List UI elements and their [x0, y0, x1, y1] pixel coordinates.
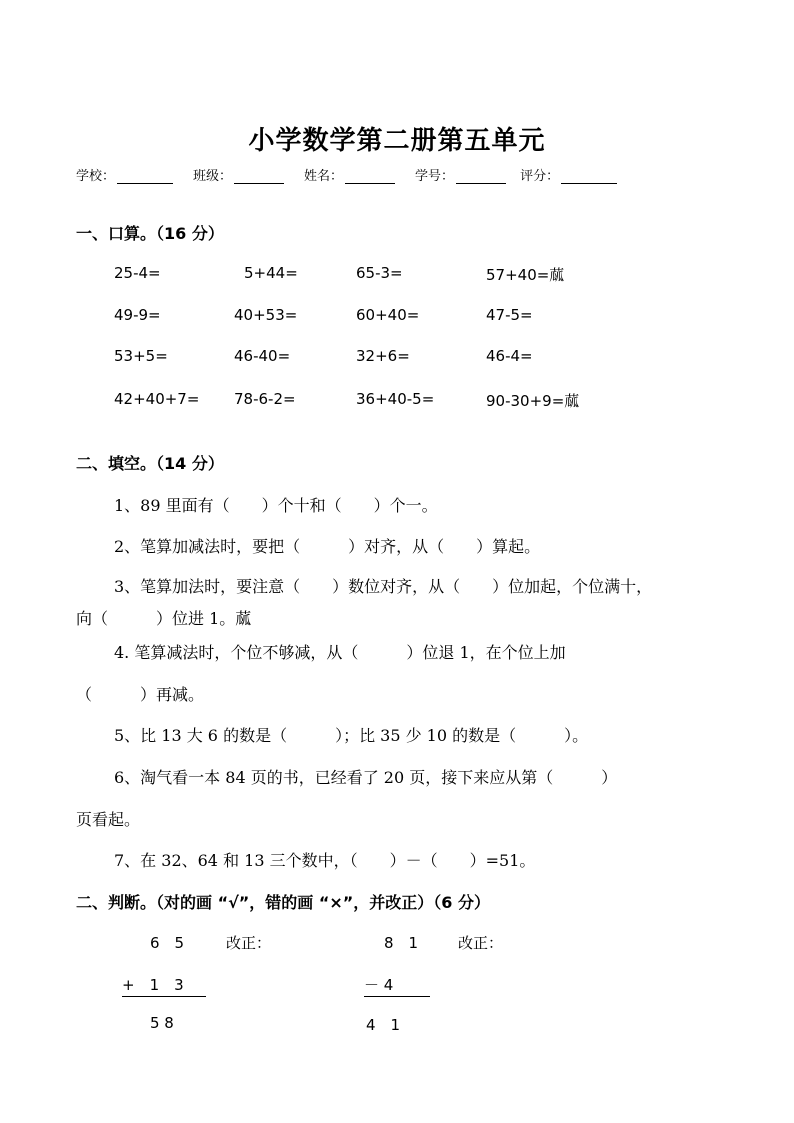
operand-underline: + 1 3	[122, 974, 206, 997]
vertical-calc-top: 6 5	[150, 934, 185, 952]
vertical-calc-top: 8 1	[384, 934, 419, 952]
info-label: 评分：	[520, 169, 560, 184]
calc-item: 65-3=	[356, 264, 403, 282]
vertical-calc-operand	[122, 974, 206, 997]
calc-item: 5+44=	[244, 264, 298, 282]
calc-item: 78-6-2=	[234, 390, 296, 408]
fill-question-2: 2、笔算加减法时，要把（ ）对齐，从（ ）算起。	[114, 537, 541, 556]
fill-question-6: 6、淘气看一本 84 页的书，已经看了 20 页，接下来应从第（ ）	[114, 768, 618, 787]
fill-question-5: 5、比 13 大 6 的数是（ ）；比 35 少 10 的数是（ ）。	[114, 726, 589, 745]
section3-heading: 二、判断。（对的画 “√”，错的画 “×”，并改正）（6 分）	[76, 893, 490, 912]
fill-question-1: 1、89 里面有（ ）个十和（ ）个一。	[114, 496, 438, 515]
calc-item: 46-4=	[486, 347, 533, 365]
operand-underline: － 4	[364, 974, 430, 997]
calc-item: 47-5=	[486, 306, 533, 324]
fix-label: 改正：	[458, 934, 504, 952]
section2-heading: 二、填空。（14 分）	[76, 454, 224, 473]
info-blank[interactable]	[117, 169, 173, 184]
calc-item: 32+6=	[356, 347, 410, 365]
fill-question-4-cont: （ ）再减。	[76, 685, 205, 704]
calc-item: 57+40=蓏	[486, 266, 565, 284]
fill-question-6-cont: 页看起。	[76, 810, 141, 829]
calc-item: 40+53=	[234, 306, 298, 324]
vertical-calc-result: 4 1	[366, 1016, 401, 1034]
info-label: 班级：	[193, 169, 233, 184]
info-label: 学校：	[76, 169, 116, 184]
calc-item: 60+40=	[356, 306, 420, 324]
info-name	[304, 165, 395, 184]
section1-heading: 一、口算。（16 分）	[76, 224, 224, 243]
info-label: 学号：	[415, 169, 455, 184]
fix-label: 改正：	[226, 934, 272, 952]
fill-question-3: 3、笔算加法时，要注意（ ）数位对齐，从（ ）位加起，个位满十，	[114, 577, 653, 596]
calc-item: 49-9=	[114, 306, 161, 324]
info-blank[interactable]	[561, 169, 617, 184]
info-number	[415, 165, 506, 184]
calc-item: 46-40=	[234, 347, 291, 365]
calc-item: 53+5=	[114, 347, 168, 365]
info-school	[76, 165, 173, 184]
calc-item: 25-4=	[114, 264, 161, 282]
info-blank[interactable]	[234, 169, 284, 184]
calc-item: 36+40-5=	[356, 390, 435, 408]
vertical-calc-operand	[364, 974, 430, 997]
info-class	[193, 165, 284, 184]
vertical-calc-result: 5 8	[150, 1014, 174, 1032]
fill-question-7: 7、在 32、64 和 13 三个数中，（ ）－（ ）=51。	[114, 851, 536, 870]
fill-question-3-cont: 向（ ）位进 1。蓏	[76, 609, 252, 628]
calc-item: 42+40+7=	[114, 390, 200, 408]
info-blank[interactable]	[456, 169, 506, 184]
page-title: 小学数学第二册第五单元	[248, 126, 546, 156]
info-score	[520, 165, 617, 184]
info-blank[interactable]	[345, 169, 395, 184]
info-label: 姓名：	[304, 169, 344, 184]
calc-item: 90-30+9=蓏	[486, 392, 580, 410]
student-info-row	[76, 165, 617, 184]
fill-question-4: 4. 笔算减法时，个位不够减，从（ ）位退 1，在个位上加	[114, 643, 566, 662]
